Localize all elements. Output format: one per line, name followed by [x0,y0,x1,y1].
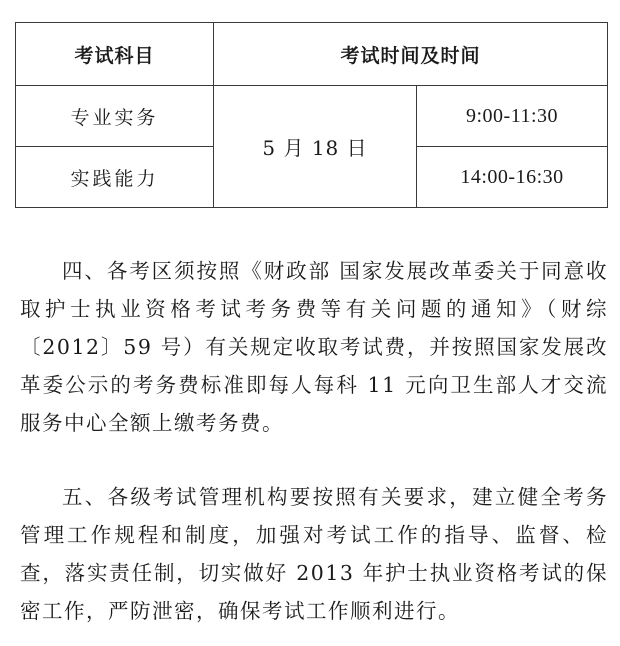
header-subject: 考试科目 [16,23,214,86]
date-cell: 5 月 18 日 [214,86,417,208]
time-cell: 9:00-11:30 [417,86,608,147]
paragraph-four: 四、各考区须按照《财政部 国家发展改革委关于同意收取护士执业资格考试考务费等有关问题的通知》（财综〔2012〕59 号）有关规定收取考试费，并按照国家发展改革委公示的考务费标准即每人每科 11 元向卫生部人才交流服务中心全额上缴考务费。 [20,259,608,435]
exam-schedule-table [15,22,608,208]
table-row [16,86,608,147]
subject-cell: 实践能力 [16,147,214,208]
header-time: 考试时间及时间 [214,23,608,86]
time-cell: 14:00-16:30 [417,147,608,208]
paragraph-five: 五、各级考试管理机构要按照有关要求，建立健全考务管理工作规程和制度，加强对考试工作的指导、监督、检查，落实责任制，切实做好 2013 年护士执业资格考试的保密工作，严防泄密，确保考试工作顺利进行。 [20,485,608,623]
table-header-row [16,23,608,86]
subject-cell: 专业实务 [16,86,214,147]
